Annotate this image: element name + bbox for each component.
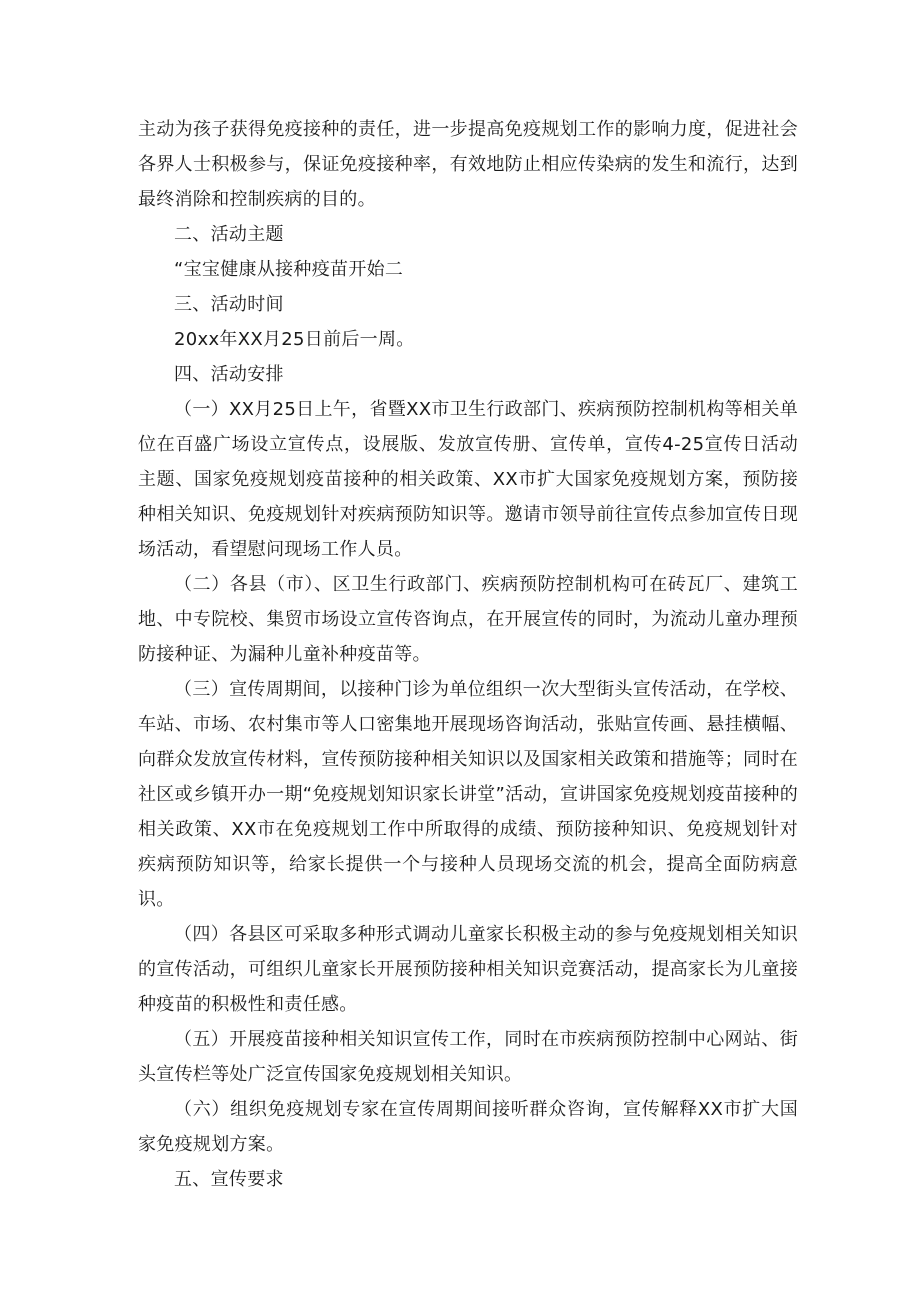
arrangement-item-2: （二）各县（市）、区卫生行政部门、疾病预防控制机构可在砖瓦厂、建筑工地、中专院校、集贸市场设立宣传咨询点，在开展宣传的同时，为流动儿童办理预防接种证、为漏种儿童补种疫苗等。	[138, 574, 798, 665]
activity-time-text: 20xx年XX月25日前后一周。	[174, 329, 415, 350]
arrangement-item-6: （六）组织免疫规划专家在宣传周期间接听群众咨询，宣传解释XX市扩大国家免疫规划方案。	[138, 1099, 798, 1155]
document-body	[138, 112, 798, 1197]
activity-theme-slogan: “宝宝健康从接种疫苗开始二	[174, 259, 404, 280]
heading-activity-arrangement: 四、活动安排	[174, 364, 284, 385]
arrangement-item-5: （五）开展疫苗接种相关知识宣传工作，同时在市疾病预防控制中心网站、街头宣传栏等处广泛宣传国家免疫规划相关知识。	[138, 1029, 798, 1085]
arrangement-item-4: （四）各县区可采取多种形式调动儿童家长积极主动的参与免疫规划相关知识的宣传活动，可组织儿童家长开展预防接种相关知识竞赛活动，提高家长为儿童接种疫苗的积极性和责任感。	[138, 924, 798, 1015]
heading-publicity-requirements: 五、宣传要求	[174, 1169, 284, 1190]
heading-activity-theme: 二、活动主题	[174, 224, 284, 245]
paragraph-intro-continued: 主动为孩子获得免疫接种的责任，进一步提高免疫规划工作的影响力度，促进社会各界人士积极参与，保证免疫接种率，有效地防止相应传染病的发生和流行，达到最终消除和控制疾病的目的。	[138, 119, 798, 210]
arrangement-item-3: （三）宣传周期间，以接种门诊为单位组织一次大型街头宣传活动，在学校、车站、市场、农村集市等人口密集地开展现场咨询活动，张贴宣传画、悬挂横幅、向群众发放宣传材料，宣传预防接种相关知识以及国家相关政策和措施等；同时在社区或乡镇开办一期“免疫规划知识家长讲堂”活动，宣讲国家免疫规划疫苗接种的相关政策、XX市在免疫规划工作中所取得的成绩、预防接种知识、免疫规划针对疾病预防知识等，给家长提供一个与接种人员现场交流的机会，提高全面防病意识。	[138, 679, 798, 910]
heading-activity-time: 三、活动时间	[174, 294, 284, 315]
arrangement-item-1: （一）XX月25日上午，省暨XX市卫生行政部门、疾病预防控制机构等相关单位在百盛广场设立宣传点，设展版、发放宣传册、宣传单，宣传4-25宣传日活动主题、国家免疫规划疫苗接种的相关政策、XX市扩大国家免疫规划方案，预防接种相关知识、免疫规划针对疾病预防知识等。邀请市领导前往宣传点参加宣传日现场活动，看望慰问现场工作人员。	[138, 399, 798, 560]
